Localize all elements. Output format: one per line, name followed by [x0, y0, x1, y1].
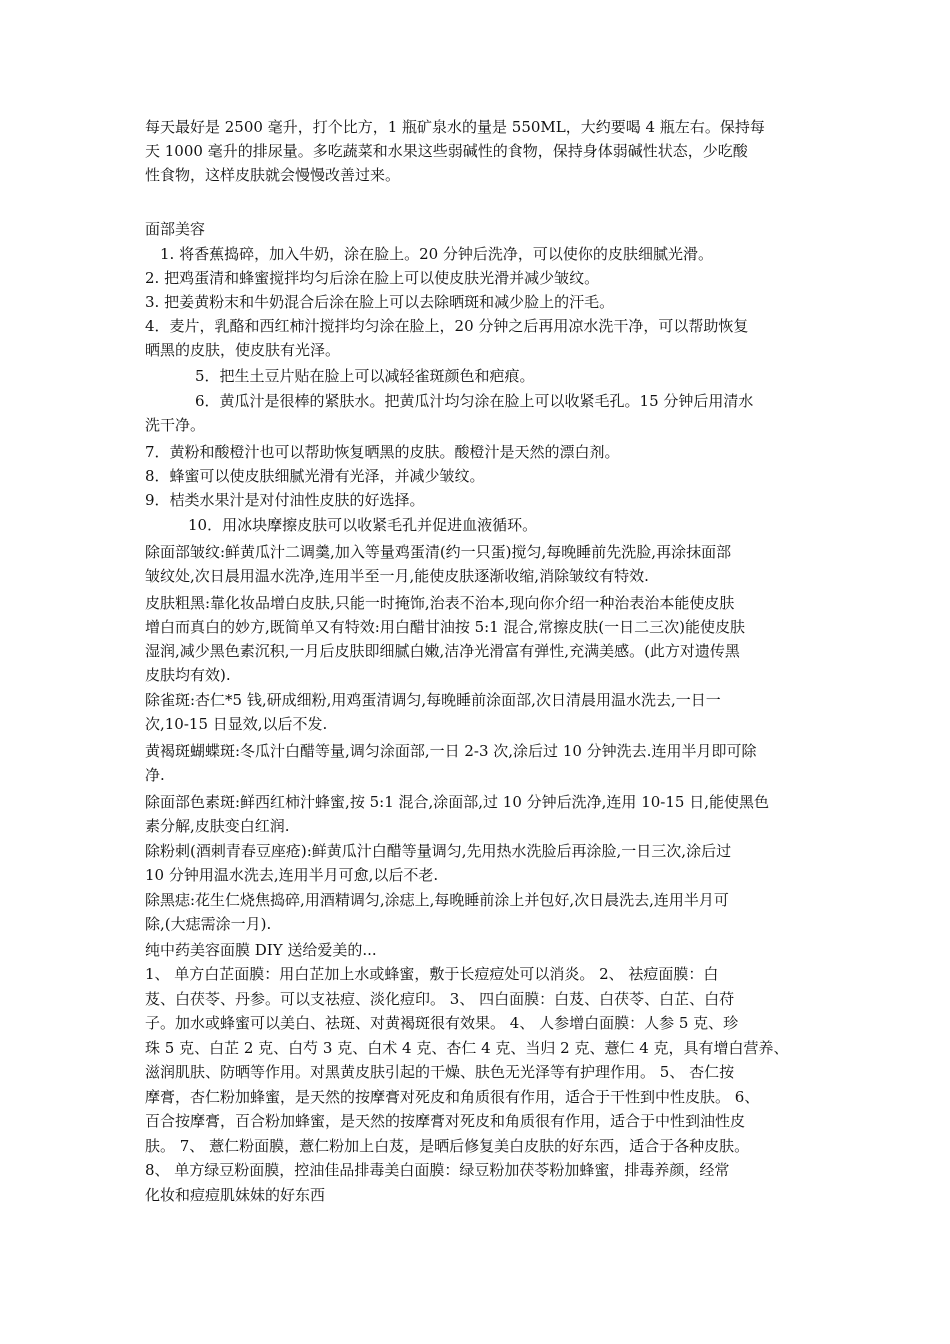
text-line: 次,10-15 日显效,以后不发. — [145, 715, 328, 733]
text-line: 1、 单方白芷面膜：用白芷加上水或蜂蜜，敷于长痘痘处可以消炎。 2、 祛痘面膜：白 — [145, 965, 719, 983]
text-line: 皮肤粗黑:靠化妆品增白皮肤,只能一时掩饰,治表不治本,现向你介绍一种治表治本能使皮肤 — [145, 594, 735, 612]
remedy-wrinkle — [145, 540, 813, 588]
text-line: 滋润肌肤、防晒等作用。对黑黄皮肤引起的干燥、肤色无光泽等有护理作用。 5、 杏仁按 — [145, 1063, 735, 1081]
text-line: 晒黑的皮肤，使皮肤有光泽。 — [145, 341, 341, 359]
tip-8: 8．蜂蜜可以使皮肤细腻光滑有光泽，并减少皱纹。 — [145, 467, 485, 485]
text-line: 子。加水或蜂蜜可以美白、祛斑、对黄褐斑很有效果。 4、 人参增白面膜：人参 5 克、珍 — [145, 1014, 739, 1032]
text-line: 10 分钟用温水洗去,连用半月可愈,以后不老. — [145, 866, 439, 884]
tip-6 — [145, 389, 813, 437]
tip-1: 1. 将香蕉捣碎，加入牛奶，涂在脸上。20 分钟后洗净，可以使你的皮肤细腻光滑。 — [160, 245, 713, 263]
section-title: 面部美容 — [145, 220, 206, 238]
text-line: 性食物，这样皮肤就会慢慢改善过来。 — [145, 166, 401, 184]
intro-paragraph — [145, 115, 813, 187]
remedy-mole — [145, 888, 813, 936]
text-line: 百合按摩膏，百合粉加蜂蜜，是天然的按摩膏对死皮和角质很有作用，适合于中性到油性皮 — [145, 1112, 746, 1130]
text-line: 摩膏，杏仁粉加蜂蜜，是天然的按摩膏对死皮和角质很有作用，适合于干性到中性皮肤。 6、 — [145, 1087, 760, 1106]
text-line: 6．黄瓜汁是很棒的紧肤水。把黄瓜汁均匀涂在脸上可以收紧毛孔。15 分钟后用清水 — [195, 392, 754, 410]
text-line: 洗干净。 — [145, 416, 206, 434]
tip-2: 2. 把鸡蛋清和蜂蜜搅拌均匀后涂在脸上可以使皮肤光滑并减少皱纹。 — [145, 269, 600, 287]
text-line: 净. — [145, 766, 165, 784]
text-line: 芨、白茯苓、丹参。可以支祛痘、淡化痘印。 3、 四白面膜：白芨、白茯苓、白芷、白苻 — [145, 989, 735, 1008]
remedy-chloasma — [145, 739, 813, 787]
tip-7: 7．黄粉和酸橙汁也可以帮助恢复晒黑的皮肤。酸橙汁是天然的漂白剂。 — [145, 443, 620, 461]
text-line: 素分解,皮肤变白红润. — [145, 817, 290, 835]
text-line: 8、 单方绿豆粉面膜，控油佳品排毒美白面膜：绿豆粉加茯苓粉加蜂蜜，排毒养颜，经常 — [145, 1161, 730, 1179]
text-line: 化妆和痘痘肌妹妹的好东西 — [145, 1185, 326, 1204]
text-line: 除,(大痣需涂一月). — [145, 915, 272, 933]
text-line: 天 1000 毫升的排尿量。多吃蔬菜和水果这些弱碱性的食物，保持身体弱碱性状态，少吃酸 — [145, 142, 748, 160]
text-line: 珠 5 克、白芷 2 克、白芍 3 克、白术 4 克、杏仁 4 克、当归 2 克、薏仁 4 克，具有增白营养、 — [145, 1038, 789, 1057]
tip-9: 9．桔类水果汁是对付油性皮肤的好选择。 — [145, 491, 425, 509]
text-line: 除面部色素斑:鲜西红柿汁蜂蜜,按 5:1 混合,涂面部,过 10 分钟后洗净,连用 10-15 日,能使黑色 — [145, 793, 769, 811]
tip-3: 3. 把姜黄粉末和牛奶混合后涂在脸上可以去除晒斑和减少脸上的汗毛。 — [145, 293, 615, 311]
remedy-rough-skin — [145, 591, 813, 687]
mask-recipes — [145, 962, 813, 1207]
text-line: 增白而真白的妙方,既简单又有特效:用白醋甘油按 5:1 混合,常擦皮肤(一日二三次)能使皮肤 — [145, 618, 745, 636]
text-line: 皱纹处,次日晨用温水洗净,连用半至一月,能使皮肤逐渐收缩,消除皱纹有特效. — [145, 567, 649, 585]
text-line: 4．麦片，乳酪和西红柿汁搅拌均匀涂在脸上，20 分钟之后再用凉水洗干净，可以帮助恢复 — [145, 317, 749, 335]
tip-4 — [145, 314, 813, 362]
text-line: 皮肤均有效). — [145, 666, 231, 684]
text-line: 每天最好是 2500 毫升，打个比方，1 瓶矿泉水的量是 550ML，大约要喝 4 瓶左右。保持每 — [145, 118, 765, 136]
remedy-acne — [145, 839, 813, 887]
diy-title: 纯中药美容面膜 DIY 送给爱美的... — [145, 941, 377, 959]
text-line: 除粉刺(酒刺青春豆座疮):鲜黄瓜汁白醋等量调匀,先用热水洗脸后再涂脸,一日三次,涂后过 — [145, 842, 732, 860]
text-line: 湿润,减少黑色素沉积,一月后皮肤即细腻白嫩,洁净光滑富有弹性,充满美感。(此方对遗传黑 — [145, 642, 740, 660]
tip-5: 5．把生土豆片贴在脸上可以减轻雀斑颜色和疤痕。 — [195, 367, 535, 385]
remedy-pigment — [145, 790, 813, 838]
text-line: 除面部皱纹:鲜黄瓜汁二调羹,加入等量鸡蛋清(约一只蛋)搅匀,每晚睡前先洗脸,再涂抹面部 — [145, 543, 732, 561]
text-line: 除黑痣:花生仁烧焦捣碎,用酒精调匀,涂痣上,每晚睡前涂上并包好,次日晨洗去,连用半月可 — [145, 891, 729, 909]
text-line: 肤。 7、 薏仁粉面膜，薏仁粉加上白芨，是晒后修复美白皮肤的好东西，适合于各种皮肤。 — [145, 1136, 750, 1155]
text-line: 除雀斑:杏仁*5 钱,研成细粉,用鸡蛋清调匀,每晚睡前涂面部,次日清晨用温水洗去,一日一 — [145, 691, 721, 709]
tip-10: 10．用冰块摩擦皮肤可以收紧毛孔并促进血液循环。 — [188, 516, 538, 534]
text-line: 黄褐斑蝴蝶斑:冬瓜汁白醋等量,调匀涂面部,一日 2-3 次,涂后过 10 分钟洗去.连用半月即可除 — [145, 742, 757, 760]
remedy-freckle — [145, 688, 813, 736]
